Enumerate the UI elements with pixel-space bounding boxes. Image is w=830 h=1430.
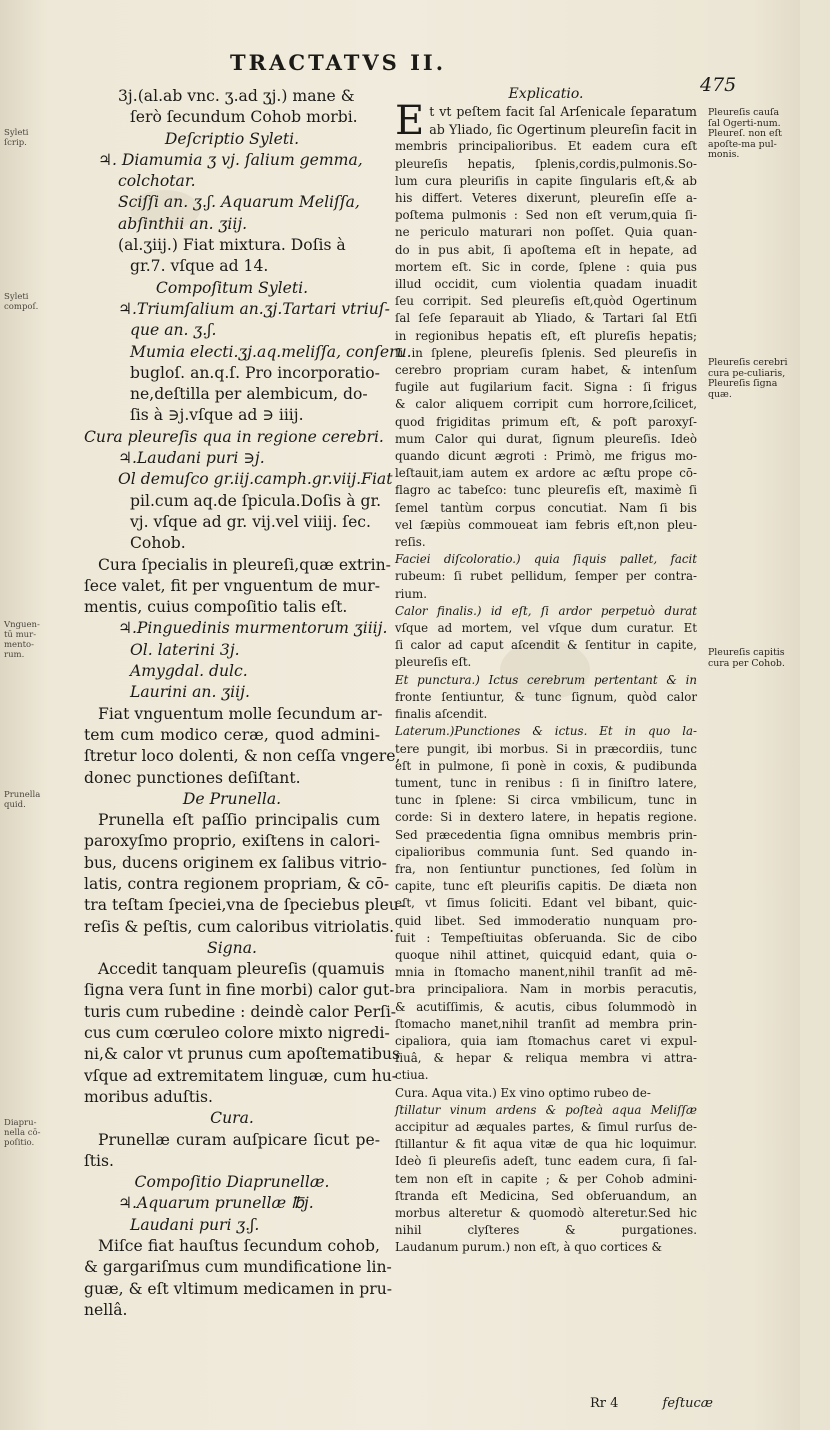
running-title: TRACTATVS II. xyxy=(230,50,447,75)
text-line: donec punctiones deſiſtant. xyxy=(84,768,301,787)
text-line: ſemel tantùm corpus concutiat. Nam ſi bis xyxy=(395,500,697,515)
recipe-line: ♃. Diamumia ʒ vj. ſalium gemma, xyxy=(98,150,363,169)
text-line: mnia in ſtomacho manent,nihil tranſit ad mē- xyxy=(395,965,697,980)
text-line: accipitur ad æquales partes, & ſimul rurſus de- xyxy=(395,1119,697,1134)
text-line: Ideò ſi pleureſis adeſt, tunc eadem cura, ſi ſal- xyxy=(395,1154,697,1169)
recipe-line: ſis à ∋j.vſque ad ∋ iiij. xyxy=(130,406,304,425)
gloss-line: Et punctura.) Ictus cerebrum pertentant & in xyxy=(395,672,697,687)
text-line: tem cum modico ceræ, quod admini- xyxy=(84,725,380,744)
text-line: vel ſæpiùs commoueat iam febris eſt,non pleu- xyxy=(395,517,697,532)
recipe-line: ♃.Triumſalium an.ʒj.Tartari vtriuſ- xyxy=(118,299,390,318)
gloss-line: ſtillatur vinum ardens & poſteà aqua Meliſſæ xyxy=(395,1102,697,1117)
margin-note-left: Syleti compoſ. xyxy=(4,292,39,312)
text-line: quando dicunt ægroti : Primò, me frigus mo- xyxy=(395,449,697,464)
recipe-line: Ol demuſco gr.iij.camph.gr.viij.Fiat xyxy=(118,470,393,489)
text-line: ſeu corripit. Sed pleureſis eſt,quòd Ogertinum xyxy=(395,294,697,309)
recipe-line: bugloſ. an.q.ſ. Pro incorporatio- xyxy=(130,363,380,382)
text-line: Cura. Aqua vita.) Ex vino optimo rubeo de- xyxy=(395,1085,651,1100)
section-heading: Cura pleureſis qua in regione cerebri. xyxy=(84,427,384,446)
text-line: ſtillantur & fit aqua vitæ de qua hic loquimur. xyxy=(395,1137,697,1152)
text-line: bra principaliora. Nam in morbis peracutis, xyxy=(395,982,697,997)
text-line: quid libet. Sed immoderatio nunquam pro- xyxy=(395,913,697,928)
page-number: 475 xyxy=(700,74,737,96)
text-line: Accedit tanquam pleureſis (quamuis xyxy=(98,960,385,979)
text-line: ſiuâ, & hepar & reliqua membra vi attra- xyxy=(395,1051,697,1066)
section-heading: Cura. xyxy=(210,1109,254,1128)
margin-note-left: Diapru-nella cō-poſitio. xyxy=(4,1118,41,1148)
text-line: Prunellæ curam auſpicare ſicut pe- xyxy=(98,1130,380,1149)
margin-note-right: Pleureſis capitis cura per Cohob. xyxy=(708,647,785,669)
text-line: corde: Si in dextero latere, in hepatis regione. xyxy=(395,810,697,825)
text-line: eſt in pulmone, ſi ponè in coxis, & pudibunda xyxy=(395,758,697,773)
text-line: membris principalioribus. Et eadem cura eſt xyxy=(395,139,697,154)
text-line: ne periculo maturari non poſſet. Quia quan- xyxy=(395,225,697,240)
text-line: pleureſis eſt. xyxy=(395,655,472,670)
text-line: illud occidit, cum violentia quadam inuadit xyxy=(395,277,697,292)
section-heading: Compoſitum Syleti. xyxy=(155,278,309,297)
text-line: vſque ad extremitatem linguæ, cum hu- xyxy=(84,1066,398,1085)
catchword: feſtucæ xyxy=(662,1396,713,1411)
signature-mark: Rr 4 xyxy=(590,1396,619,1411)
text-line: pleureſis hepatis, ſplenis,cordis,pulmonis.So- xyxy=(395,156,697,171)
text-line: paroxyſmo proprio, exiſtens in calori- xyxy=(84,832,380,851)
section-heading: Explicatio. xyxy=(508,86,584,102)
margin-note-right: Pleureſis cauſa ſal Ogerti-num. Pleureſ. non eſt apoſte-ma pul-monis. xyxy=(708,107,782,161)
margin-note-left: Prunella quid. xyxy=(4,790,41,810)
text-line: cus cum cœruleo colore mixto nigredi- xyxy=(84,1024,390,1043)
intro-paragraph xyxy=(395,98,697,145)
text-line: tere pungit, ibi morbus. Si in præcordiis, tunc xyxy=(395,741,697,756)
gloss-line: Laterum.)Punctiones & ictus. Et in quo la- xyxy=(395,724,697,739)
text-line: quoque nihil attinet, quicquid edant, quia o- xyxy=(395,947,697,962)
text-line: capite, tunc eſt pleuriſis capitis. De diæta non xyxy=(395,879,697,894)
recipe-line: Laurini an. ʒiij. xyxy=(130,683,250,702)
text-line: Prunella eſt paſſio principalis cum xyxy=(98,811,380,830)
recipe-line: abſinthii an. ʒiij. xyxy=(118,214,248,233)
recipe-line: Ol. laterini 3j. xyxy=(130,640,240,659)
text-line: cerebro propriam curam habet, & intenſum xyxy=(395,363,697,378)
text-line: ab Yliado, ſic Ogertinum pleureſin facit in xyxy=(429,121,697,137)
text-line: finalis aſcendit. xyxy=(395,707,488,722)
text-line: do in pus abit, ſi apoſtema eſt in hepate, ad xyxy=(395,242,697,257)
text-line: ſal ſeſe ſeparauit ab Yliado, & Tartari ſal Etſi xyxy=(395,311,697,326)
text-line: ſigna vera ſunt in fine morbi) calor gut- xyxy=(84,981,395,1000)
text-line: ſerò ſecundum Cohob morbi. xyxy=(130,108,358,127)
text-line: & acutiſſimis, & acutis, cibus ſolummodò in xyxy=(395,999,697,1014)
text-line: tem non eſt in capite ; & per Cohob admini- xyxy=(395,1171,697,1186)
recipe-line: que an. ʒ.ʃ. xyxy=(130,321,217,340)
margin-note-left: Syleti ſcrip. xyxy=(4,128,29,148)
text-line: bus, ducens originem ex ſalibus vitrio- xyxy=(84,853,387,872)
text-line: nellâ. xyxy=(84,1300,128,1319)
text-line: mortem eſt. Sic in corde, ſplene : quia pus xyxy=(395,259,697,274)
recipe-line: Sciſſi an. ʒ.ʃ. Aquarum Meliſſa, xyxy=(118,193,360,212)
recipe-line: ne,deſtilla per alembicum, do- xyxy=(130,385,368,404)
text-line: rium. xyxy=(395,586,427,601)
section-heading: De Prunella. xyxy=(182,789,282,808)
text-line: his differt. Veteres dixerunt, pleureſin eſſe a- xyxy=(395,191,697,205)
text-line: ſtis. xyxy=(84,1151,114,1170)
section-heading: Signa. xyxy=(207,938,257,957)
recipe-line: Cohob. xyxy=(130,534,186,553)
text-line: Cura ſpecialis in pleureſi,quæ extrin- xyxy=(98,555,391,574)
recipe-line: ♃.Laudani puri ∋j. xyxy=(118,449,265,468)
text-line: moribus aduſtis. xyxy=(84,1087,213,1106)
text-line: Laudanum purum.) non eſt, à quo cortices & xyxy=(395,1240,663,1255)
recipe-line: ♃.Pinguedinis murmentorum ʒiiij. xyxy=(118,619,388,638)
text-line: mum Calor qui durat, ſignum pleureſis. Ideò xyxy=(395,431,697,446)
text-line: in regionibus hepatis eſt, eſt plureſis hepatis; xyxy=(395,328,697,343)
text-line: vſque ad mortem, vel vſque dum curatur. Et xyxy=(395,621,697,636)
text-line: reſis & peſtis, cum caloribus vitriolatis. xyxy=(84,917,395,936)
text-line: tra teſtam ſpeciei,vna de ſpeciebus pleu- xyxy=(84,896,405,915)
gloss-line: Calor finalis.) id eſt, ſi ardor perpetuò durat xyxy=(395,603,697,618)
recipe-line: gr.7. vſque ad 14. xyxy=(130,257,269,276)
text-line: Sed præcedentia ſigna omnibus membris prin- xyxy=(395,827,697,842)
text-line: t vt peſtem facit ſal Arſenicale ſeparatum xyxy=(429,104,697,120)
text-line: fronte ſentiuntur, & tunc ſignum, quòd calor xyxy=(395,689,697,704)
text-line: ctiua. xyxy=(395,1068,429,1083)
text-line: fra, non ſentiuntur punctiones, ſed ſolùm in xyxy=(395,861,697,876)
recipe-line: Mumia electi.ʒj.aq.meliſſa, conſeru. xyxy=(130,342,412,361)
recipe-line: Laudani puri ʒ.ʃ. xyxy=(130,1215,260,1234)
text-line: turis cum rubedine : deindè calor Perſi- xyxy=(84,1002,397,1021)
section-heading: Compoſitio Diaprunellæ. xyxy=(134,1173,330,1192)
text-line: tunc in ſplene: Si circa vmbilicum, tunc in xyxy=(395,793,697,808)
text-line: flagro ac tabeſco: tunc pleureſis eſt, maximè ſi xyxy=(395,483,697,498)
text-line: & calor aliquem corripit cum horrore,ſcilicet, xyxy=(395,397,697,412)
text-line: ſece valet, fit per vnguentum de mur- xyxy=(84,576,380,595)
recipe-line: (al.ʒiij.) Fiat mixtura. Doſis à xyxy=(118,236,346,255)
recipe-line: ♃.Aquarum prunellæ ℔j. xyxy=(118,1194,314,1213)
text-line: ſi calor ad caput aſcendit & ſentitur in capite, xyxy=(395,638,697,653)
text-line: latis, contra regionem propriam, & cō- xyxy=(84,874,390,893)
recipe-line: pil.cum aq.de ſpicula.Doſis à gr. xyxy=(130,491,382,510)
text-line: nihil clyſteres & purgationes. xyxy=(395,1223,697,1238)
text-line: ni,& calor vt prunus cum apoſtematibus xyxy=(84,1045,401,1064)
text-line: ſtretur loco dolenti, & non ceſſa vngere, xyxy=(84,747,401,766)
text-line: 3j.(al.ab vnc. ʒ.ad ʒj.) mane & xyxy=(118,87,355,105)
text-line: leſtauit,iam autem ex ardore ac æſtu prope cō- xyxy=(395,466,697,481)
text-line: tument, tunc in renibus : ſi in ſiniſtro latere, xyxy=(395,775,697,790)
text-line: guæ, & eſt vltimum medicamen in pru- xyxy=(84,1279,393,1298)
text-line: ſi in ſplene, pleureſis ſplenis. Sed pleureſis in xyxy=(395,345,697,360)
recipe-line: colchotar. xyxy=(118,172,196,191)
text-line: fugile aut fugilarium facit. Signa : ſi frigus xyxy=(395,380,697,395)
text-line: morbus alteretur & quomodò alteretur.Sed hic xyxy=(395,1205,697,1220)
text-line: cipalioribus communia ſunt. Sed quando in- xyxy=(395,844,697,859)
page-footer xyxy=(590,1396,830,1411)
text-line: reſis. xyxy=(395,535,426,550)
text-line: rubeum: ſi rubet pellidum, ſemper per contra- xyxy=(395,569,697,584)
text-line: cipaliora, quia iam ſtomachus caret vi expul- xyxy=(395,1033,697,1048)
text-line: fuit : Tempeſtiuitas obſeruanda. Sic de cibo xyxy=(395,930,697,945)
section-heading: Deſcriptio Syleti. xyxy=(164,129,300,148)
margin-note-left: Vnguen-tū mur-mento-rum. xyxy=(4,620,40,660)
text-line: quod frigiditas primum eſt, & poſt paroxyſ- xyxy=(395,414,697,429)
text-line: Miſce fiat hauſtus ſecundum cohob, xyxy=(98,1237,380,1256)
text-line: ſtranda eſt Medicina, Sed obſeruandum, an xyxy=(395,1188,697,1203)
text-line: eſt, vt ſimus ſoliciti. Edant vel bibant, quic- xyxy=(395,896,697,911)
recipe-line: vj. vſque ad gr. vij.vel viiij. ſec. xyxy=(130,512,372,531)
recipe-line: Amygdal. dulc. xyxy=(130,662,248,681)
text-line: & gargariſmus cum mundificatione lin- xyxy=(84,1258,392,1277)
text-line: poſtema pulmonis : Sed non eſt verum,quia ſi- xyxy=(395,208,697,223)
text-line: Fiat vnguentum molle ſecundum ar- xyxy=(98,704,383,723)
margin-note-right: Pleureſis cerebri cura pe-culiaris, Pleureſis ſigna quæ. xyxy=(708,357,788,400)
drop-cap-initial: E xyxy=(395,98,425,145)
text-line: ſtomacho manet,nihil tranſit ad membra prin- xyxy=(395,1016,697,1031)
text-line: lum cura pleuriſis in capite ſingularis eſt,& ab xyxy=(395,173,697,188)
gloss-line: Faciei diſcoloratio.) quia ſiquis pallet, facit xyxy=(395,552,697,567)
right-column xyxy=(395,86,697,1257)
text-line: mentis, cuius compoſitio talis eſt. xyxy=(84,598,348,617)
